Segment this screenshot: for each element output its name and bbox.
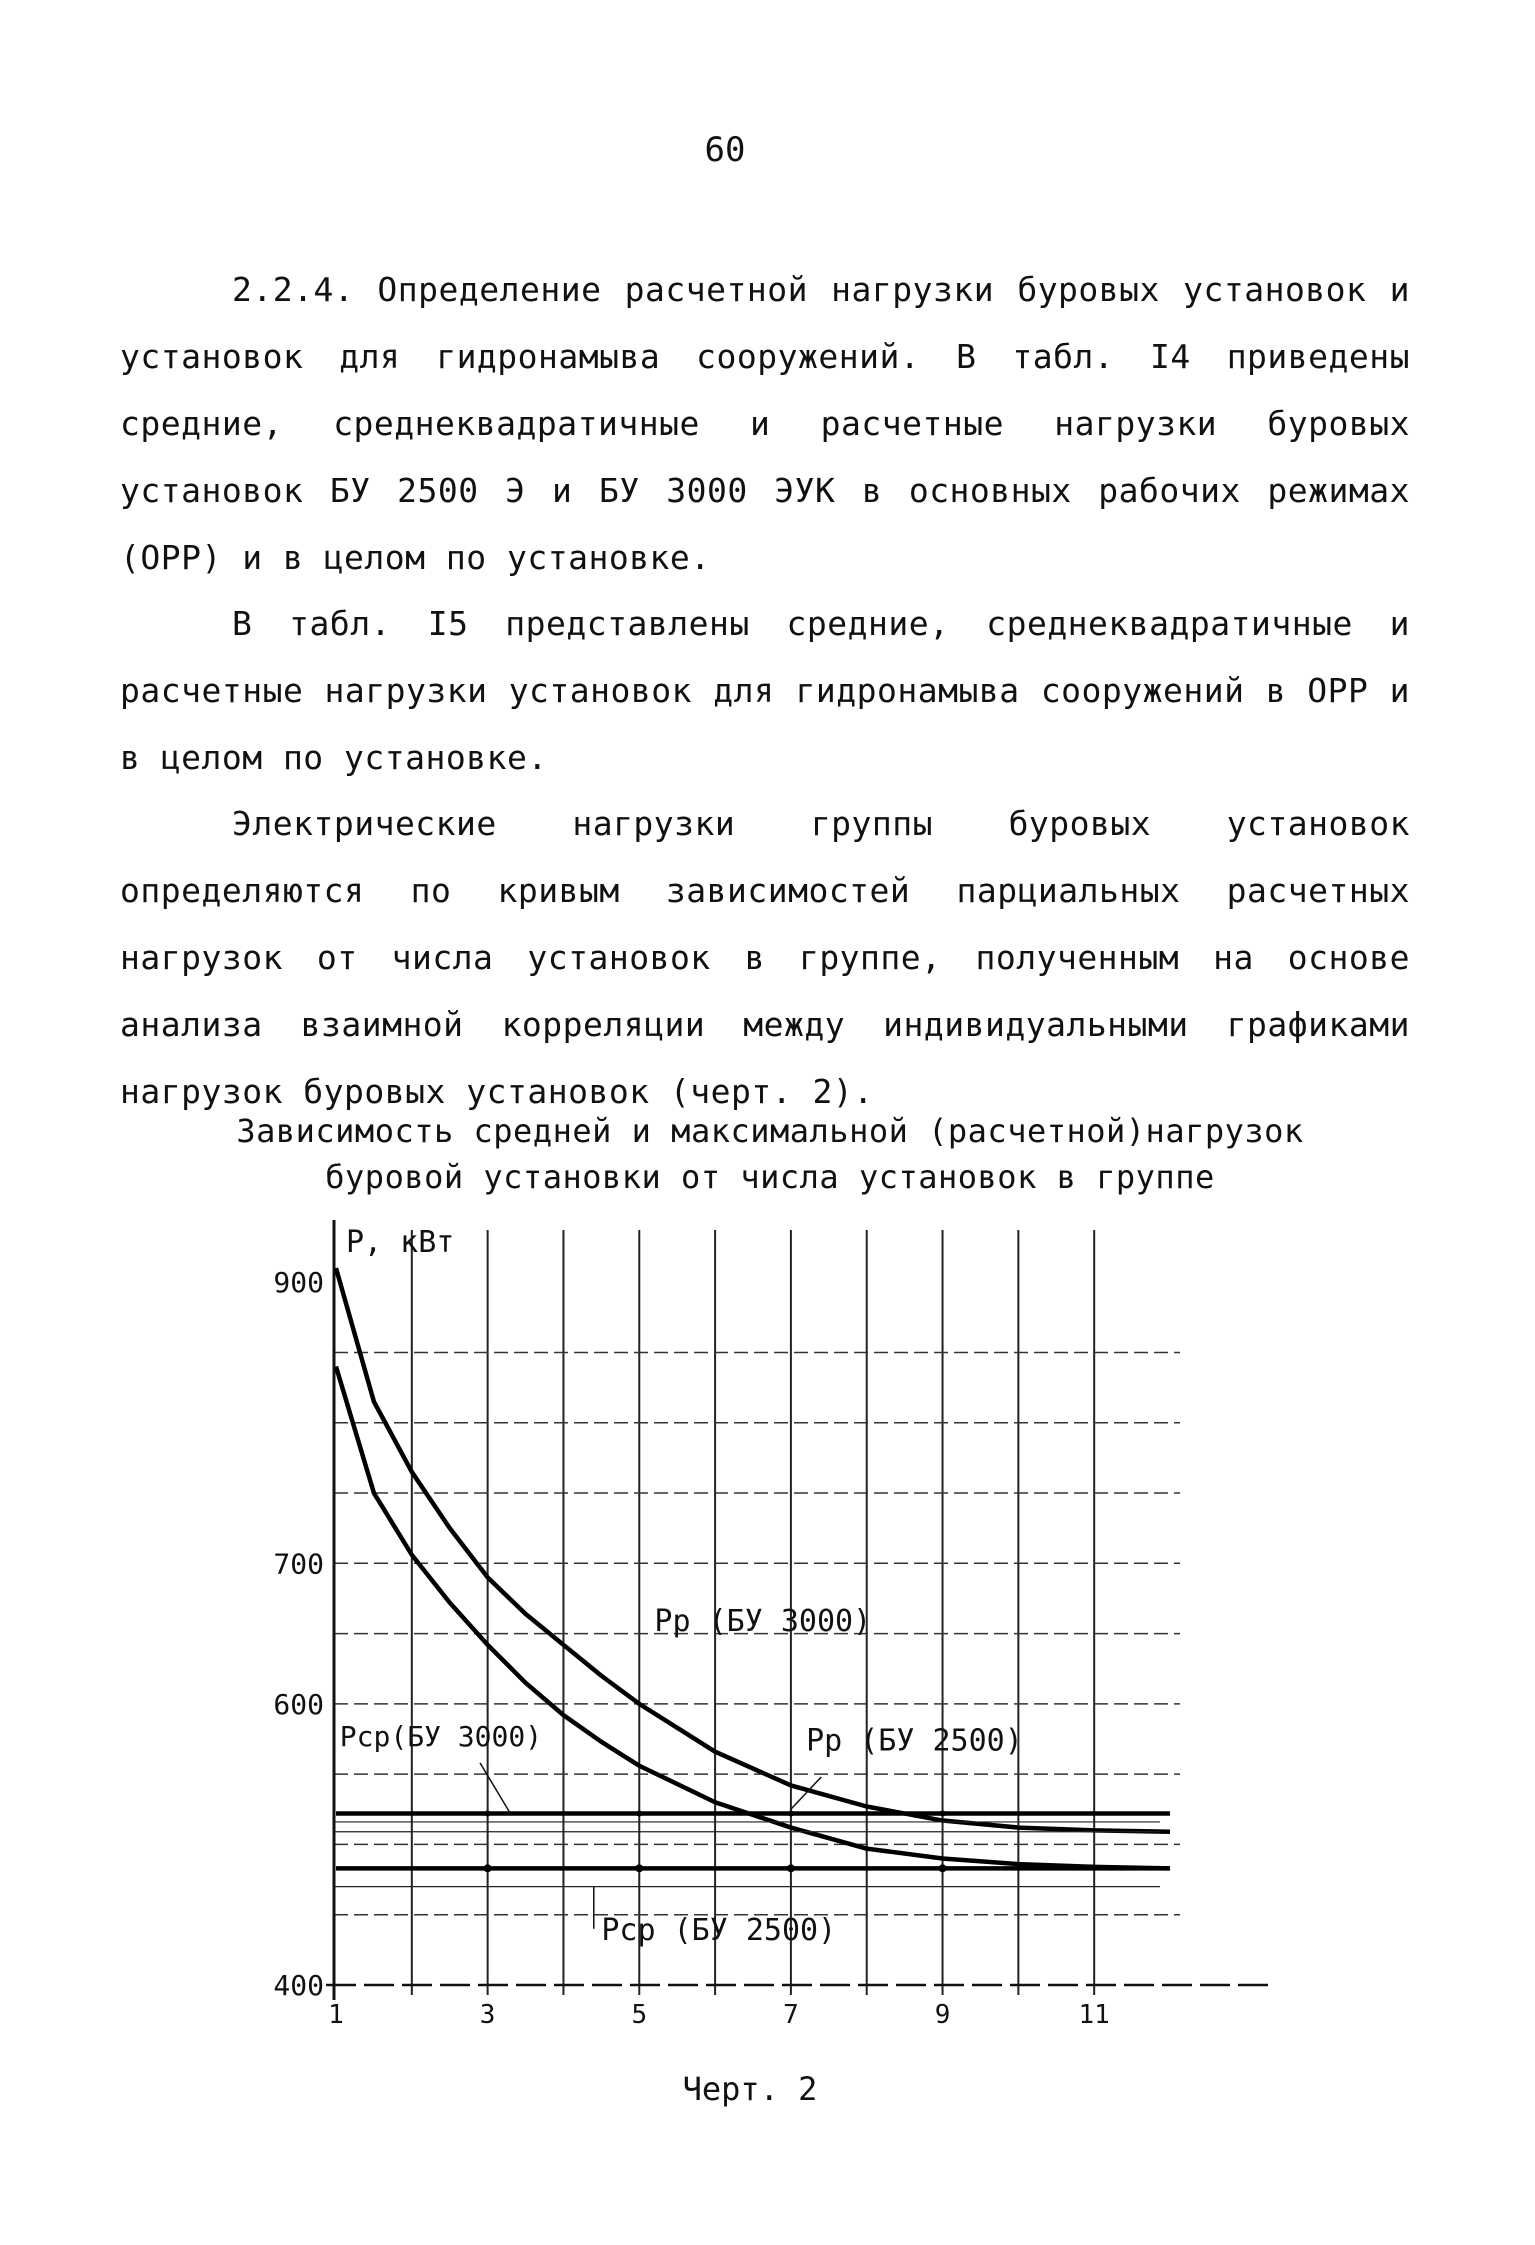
page-number: 60 xyxy=(704,130,746,170)
data-point xyxy=(940,1811,946,1817)
data-point xyxy=(484,1864,492,1872)
x-tick-label: 11 xyxy=(1078,2000,1110,2030)
label-pp-bu2500: Рр (БУ 2500) xyxy=(806,1723,1023,1759)
data-point xyxy=(939,1864,947,1872)
paragraph-text: В табл. I5 представлены средние, среднеквадратичные и расчетные нагрузки установок для гидронамыва сооружений в ОРР и в целом по установке. xyxy=(120,604,1410,777)
label-pp-bu3000: Рр (БУ 3000) xyxy=(654,1603,872,1639)
y-tick-label: 900 xyxy=(273,1266,324,1300)
x-tick-label: 9 xyxy=(934,2000,951,2030)
x-tick-label: 7 xyxy=(783,2000,799,2030)
figure-caption: Черт. 2 xyxy=(682,2070,818,2108)
data-point xyxy=(485,1811,491,1817)
data-point xyxy=(788,1811,794,1817)
label-leader-line xyxy=(480,1763,510,1814)
x-tick-label: 5 xyxy=(631,2000,648,2030)
data-point xyxy=(636,1811,642,1817)
y-axis-label: P, кВт xyxy=(346,1225,455,1260)
x-tick-label: 1 xyxy=(328,2000,344,2030)
data-point xyxy=(635,1864,643,1872)
y-tick-label: 700 xyxy=(273,1547,324,1581)
data-point xyxy=(787,1864,795,1872)
y-tick-label: 400 xyxy=(273,1969,324,2002)
x-tick-label: 3 xyxy=(479,2000,496,2030)
label-pcp-bu2500: Рср (БУ 2500) xyxy=(601,1913,837,1949)
y-tick-label: 600 xyxy=(273,1687,324,1721)
paragraph-text: 2.2.4. Определение расчетной нагрузки буровых установок и установок для гидронамыва сооружений. В табл. I4 приведены средние, среднеквадратичные и расчетные нагрузки буровых установок БУ 2500 Э и БУ 3000 ЭУК в основных рабочих режимах (ОРР) и в целом по установке. xyxy=(120,270,1410,577)
chart-title-line-2: буровой установки от числа установок в группе xyxy=(325,1158,1215,1196)
paragraph-text: Электрические нагрузки группы буровых установок определяются по кривым зависимостей парциальных расчетных нагрузок от числа установок в группе, полученным на основе анализа взаимной корреляции между индивидуальными графиками нагрузок буровых установок (черт. 2). xyxy=(120,804,1410,1111)
chart-title-line-1: Зависимость средней и максимальной (расчетной)нагрузок xyxy=(236,1112,1304,1150)
label-pcp-bu3000: Рср(БУ 3000) xyxy=(339,1720,543,1754)
